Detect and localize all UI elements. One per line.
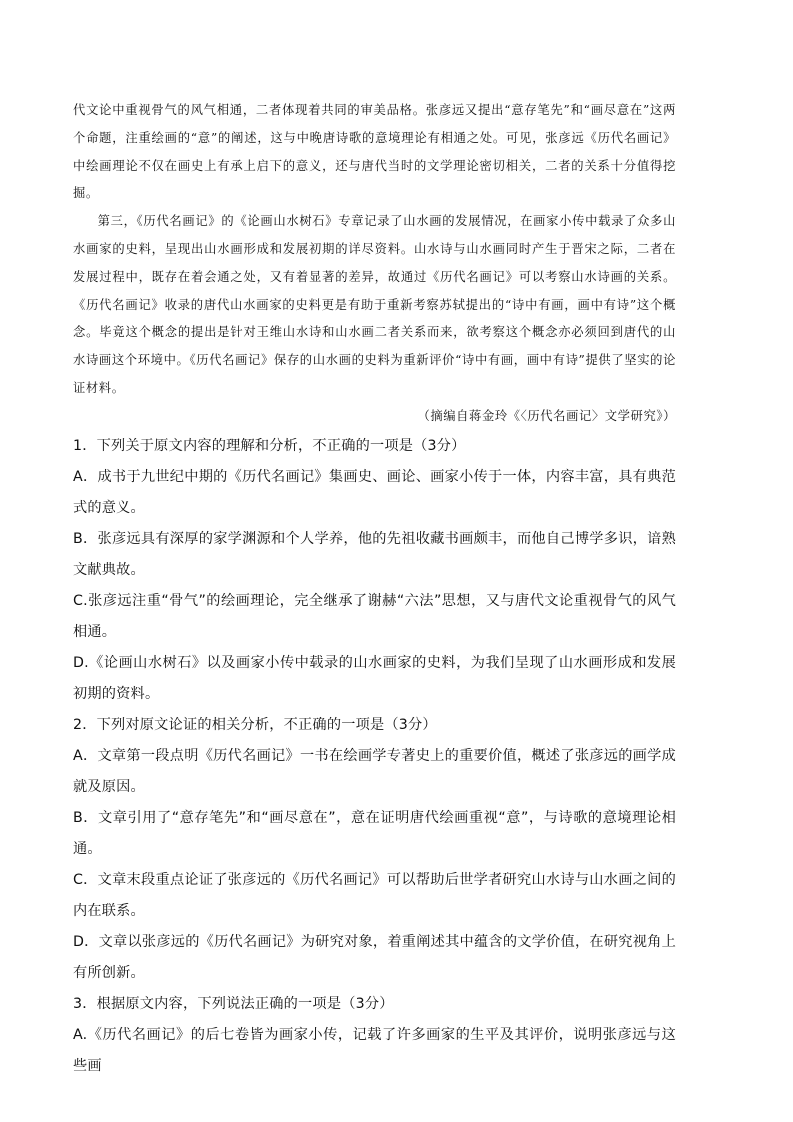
question-3	[73, 989, 676, 1082]
option-b: B．文章引用了“意存笔先”和“画尽意在”，意在证明唐代绘画重视“意”，与诗歌的意境理论相通。	[73, 809, 676, 857]
question-stem: 2．下列对原文论证的相关分析，不正确的一项是（3分）	[73, 716, 437, 733]
question-stem: 1．下列关于原文内容的理解和分析，不正确的一项是（3分）	[73, 437, 466, 454]
document-page	[73, 97, 676, 1082]
option-a: A．文章第一段点明《历代名画记》一书在绘画学专著史上的重要价值，概述了张彦远的画学成就及原因。	[73, 747, 676, 795]
question-2	[73, 710, 676, 989]
passage-paragraph-2: 第三，《历代名画记》的《论画山水树石》专章记录了山水画的发展情况，在画家小传中载录了众多山水画家的史料，呈现出山水画形成和发展初期的详尽资料。山水诗与山水画同时产生于晋宋之际，二者在发展过程中，既存在着会通之处，又有着显著的差异，故通过《历代名画记》可以考察山水诗画的关系。《历代名画记》收录的唐代山水画家的史料更是有助于重新考察苏轼提出的“诗中有画，画中有诗”这个概念。毕竟这个概念的提出是针对王维山水诗和山水画二者关系而来，欲考察这个概念亦必须回到唐代的山水诗画这个环境中。《历代名画记》保存的山水画的史料为重新评价“诗中有画，画中有诗”提供了坚实的论证材料。	[73, 214, 676, 395]
option-d: D.《论画山水树石》以及画家小传中载录的山水画家的史料，为我们呈现了山水画形成和发展初期的资料。	[73, 654, 676, 702]
option-a: A.《历代名画记》的后七卷皆为画家小传，记载了许多画家的生平及其评价，说明张彦远与这些画	[73, 1026, 676, 1074]
option-d: D．文章以张彦远的《历代名画记》为研究对象，着重阐述其中蕴含的文学价值，在研究视角上有所创新。	[73, 933, 676, 981]
option-a: A．成书于九世纪中期的《历代名画记》集画史、画论、画家小传于一体，内容丰富，具有典范式的意义。	[73, 468, 676, 516]
passage-paragraph-1: 代文论中重视骨气的风气相通，二者体现着共同的审美品格。张彦远又提出“意存笔先”和“画尽意在”这两个命题，注重绘画的“意”的阐述，这与中晚唐诗歌的意境理论有相通之处。可见，张彦远《历代名画记》中绘画理论不仅在画史上有承上启下的意义，还与唐代当时的文学理论密切相关，二者的关系十分值得挖掘。	[73, 103, 676, 201]
question-list	[73, 431, 676, 1082]
option-c: C.张彦远注重“骨气”的绘画理论，完全继承了谢赫“六法”思想，又与唐代文论重视骨气的风气相通。	[73, 592, 676, 640]
question-stem: 3．根据原文内容，下列说法正确的一项是（3分）	[73, 995, 394, 1012]
passage-source: （摘编自蒋金玲《〈历代名画记〉文学研究》）	[417, 408, 676, 423]
option-c: C．文章末段重点论证了张彦远的《历代名画记》可以帮助后世学者研究山水诗与山水画之间的内在联系。	[73, 871, 676, 919]
reading-passage	[73, 97, 676, 431]
option-b: B．张彦远具有深厚的家学渊源和个人学养，他的先祖收藏书画颇丰，而他自己博学多识，谙熟文献典故。	[73, 530, 676, 578]
question-1	[73, 431, 676, 710]
